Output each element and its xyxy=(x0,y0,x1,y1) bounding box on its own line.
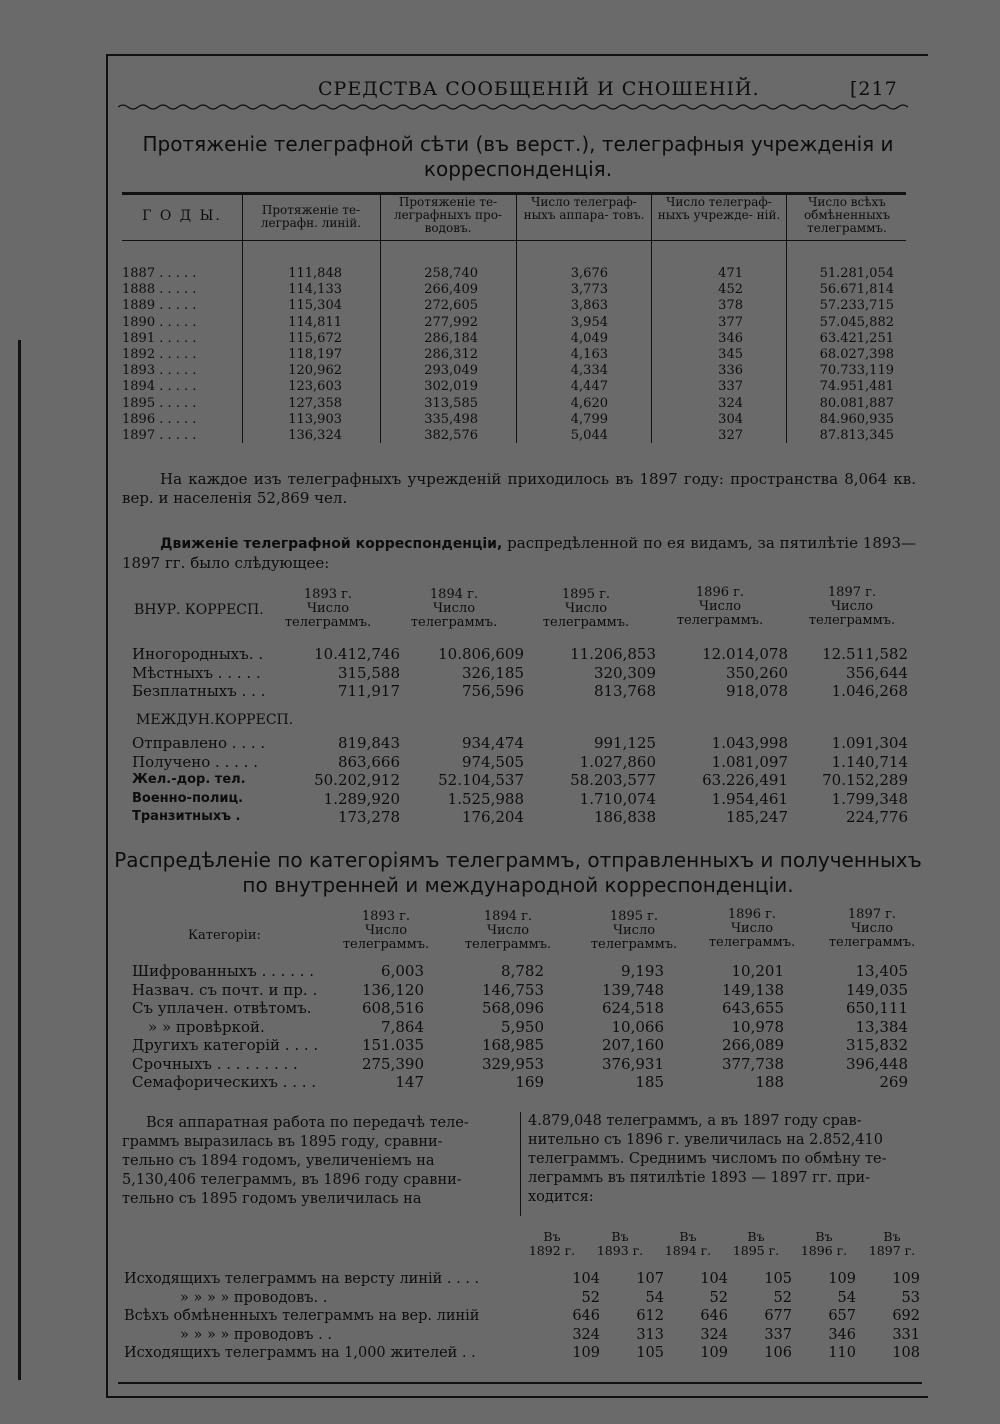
table-cell: 258,740 xyxy=(424,266,478,281)
header-line-length: Протяженіе те- леграфн. линій. xyxy=(260,203,362,230)
table-cell: 286,184 xyxy=(424,330,478,346)
wavy-rule xyxy=(118,102,908,112)
table-cell: 302,019 xyxy=(424,379,478,395)
header-offices: Число телеграф- ныхъ учрежде- ній. xyxy=(657,195,781,222)
group1-table xyxy=(132,645,908,701)
year-head: Въ 1892 г. xyxy=(528,1229,576,1258)
section1-title xyxy=(108,132,928,182)
table-row: Назвач. съ почт. и пр. . 136,120 146,753 139,748 149,138 149,035 xyxy=(132,980,908,999)
table-cell: 382,576 xyxy=(424,428,478,444)
year-cell: 1889 . . . . . xyxy=(122,298,197,314)
table-cell: 4,163 xyxy=(570,347,608,363)
year-cell: 1894 . . . . . xyxy=(122,379,197,395)
table-cell: 277,992 xyxy=(424,314,478,330)
page-number: [217 xyxy=(850,78,898,100)
table-top-rule xyxy=(122,192,906,195)
table-row: Шифрованныхъ . . . . . . 6,003 8,782 9,193 10,201 13,405 xyxy=(132,962,908,981)
table-cell: 63.421,251 xyxy=(819,330,894,346)
table-cell: 266,409 xyxy=(424,282,478,298)
table-cell: 4,049 xyxy=(570,330,608,346)
table-row: Исходящихъ телеграммъ на версту линій . . . . 104 107 104 105 109 109 xyxy=(124,1271,920,1288)
header-wire-length: Протяженіе те- леграфныхъ про- водовъ. xyxy=(394,195,502,235)
year-head: 1894 г. Число телеграммъ. xyxy=(464,909,552,952)
column-divider xyxy=(520,1112,521,1216)
table-cell: 377 xyxy=(718,314,743,330)
apparatus-column xyxy=(520,266,608,444)
year-cell: 1893 . . . . . xyxy=(122,363,197,379)
table-cell: 114,811 xyxy=(288,314,342,330)
table-cell: 378 xyxy=(718,298,743,314)
col-divider xyxy=(380,195,381,443)
page xyxy=(106,54,928,1398)
table-cell: 70.733,119 xyxy=(819,363,894,379)
table-cell: 114,133 xyxy=(288,282,342,298)
table-row: Другихъ категорій . . . . 151.035 168,985 207,160 266,089 315,832 xyxy=(132,1036,908,1055)
table-cell: 452 xyxy=(718,282,743,298)
col-divider xyxy=(786,195,787,443)
table-row: » » » » проводовъ . . 324 313 324 337 346 331 xyxy=(180,1326,920,1343)
year-cell: 1896 . . . . . xyxy=(122,411,197,427)
year-cell: 1897 . . . . . xyxy=(122,428,197,444)
table-cell: 84.960,935 xyxy=(819,411,894,427)
year-head: 1893 г. Число телеграммъ. xyxy=(342,909,430,952)
table-row: Семафорическихъ . . . . 147 169 185 188 269 xyxy=(132,1073,908,1092)
table-cell: 123,603 xyxy=(288,379,342,395)
section1-title-line2: корреспонденція. xyxy=(423,157,613,181)
table-row: Срочныхъ . . . . . . . . . 275,390 329,953 376,931 377,738 396,448 xyxy=(132,1054,908,1073)
section4-right-text: 4.879,048 телеграммъ, а въ 1897 году срав- нительно съ 1896 г. увеличилась на 2.852,410 телеграммъ. Среднимъ числомъ по обмѣну те- леграммъ въ пятилѣтіе 1893 — 1897 гг. при- ходится: xyxy=(528,1113,887,1205)
scan-edge-line xyxy=(18,340,21,1380)
year-head: Въ 1895 г. xyxy=(732,1229,780,1258)
table-cell: 57.233,715 xyxy=(819,298,894,314)
table-cell: 3,676 xyxy=(570,266,608,281)
table-cell: 127,358 xyxy=(288,395,342,411)
categories-table xyxy=(132,962,908,1092)
table-cell: 136,324 xyxy=(288,428,342,444)
bottom-rule xyxy=(118,1382,922,1384)
table-cell: 5,044 xyxy=(570,428,608,444)
table-row: Отправлено . . . . 819,843 934,474 991,125 1.043,998 1.091,304 xyxy=(132,734,908,753)
year-cell: 1891 . . . . . xyxy=(122,330,197,346)
table-cell: 4,447 xyxy=(570,379,608,395)
table-cell: 471 xyxy=(718,266,743,281)
table-cell: 68.027,398 xyxy=(819,347,894,363)
table-row: Съ уплачен. отвѣтомъ. 608,516 568,096 624,518 643,655 650,111 xyxy=(132,999,908,1018)
table-cell: 113,903 xyxy=(288,411,342,427)
telegrams-column xyxy=(790,266,894,444)
table-cell: 57.045,882 xyxy=(819,314,894,330)
wire-length-column xyxy=(384,266,478,444)
table-cell: 346 xyxy=(718,330,743,346)
table-cell: 115,304 xyxy=(288,298,342,314)
group1-label: ВНУР. КОРРЕСП. xyxy=(134,602,264,618)
table-row: Мѣстныхъ . . . . . 315,588 326,185 320,309 350,260 356,644 xyxy=(132,663,908,682)
table-cell: 304 xyxy=(718,411,743,427)
col-divider xyxy=(516,195,517,443)
table-cell: 3,863 xyxy=(570,298,608,314)
year-head: 1895 г. Число телеграммъ. xyxy=(590,909,678,952)
table-cell: 345 xyxy=(718,347,743,363)
category-label: Категоріи: xyxy=(188,928,261,943)
table-row: » » провѣркой. 7,864 5,950 10,066 10,978 13,384 xyxy=(148,1017,908,1036)
header-years: Г О Д Ы. xyxy=(142,208,222,224)
section1-title-line1: Протяженіе телеграфной сѣти (въ верст.), телеграфныя учрежденія и xyxy=(142,132,894,156)
table-cell: 4,334 xyxy=(570,363,608,379)
header-apparatus: Число телеграф- ныхъ аппара- товъ. xyxy=(523,195,645,222)
col-divider xyxy=(242,195,243,443)
table-row: Всѣхъ обмѣненныхъ телеграммъ на вер. линій 646 612 646 677 657 692 xyxy=(124,1308,920,1325)
year-head: 1895 г. Число телеграммъ. xyxy=(542,587,630,630)
header-telegrams: Число всѣхъ обмѣненныхъ телеграммъ. xyxy=(803,195,891,235)
table-cell: 118,197 xyxy=(288,347,342,363)
year-head: 1896 г. Число телеграммъ. xyxy=(708,907,796,950)
table-cell: 286,312 xyxy=(424,347,478,363)
col-divider xyxy=(651,195,652,443)
table-cell: 336 xyxy=(718,363,743,379)
table-cell: 293,049 xyxy=(424,363,478,379)
section2-intro xyxy=(122,534,916,573)
table-row: Исходящихъ телеграммъ на 1,000 жителей . . 109 105 109 106 110 108 xyxy=(124,1345,920,1362)
table-cell: 4,799 xyxy=(570,411,608,427)
line-length-column xyxy=(246,266,342,444)
table-cell: 80.081,887 xyxy=(819,395,894,411)
year-head: 1897 г. Число телеграммъ. xyxy=(808,585,896,628)
year-head: 1894 г. Число телеграммъ. xyxy=(410,587,498,630)
section3-title-line2: по внутренней и международной корреспонденціи. xyxy=(242,873,794,897)
section3-title xyxy=(108,848,928,898)
year-head: 1893 г. Число телеграммъ. xyxy=(284,587,372,630)
table-cell: 337 xyxy=(718,379,743,395)
section3-title-line1: Распредѣленіе по категоріямъ телеграммъ, отправленныхъ и полученныхъ xyxy=(114,848,922,872)
table-cell: 335,498 xyxy=(424,411,478,427)
table-cell: 3,954 xyxy=(570,314,608,330)
section2-intro-bold: Движеніе телеграфной корреспонденціи, xyxy=(160,536,503,552)
table-cell: 74.951,481 xyxy=(819,379,894,395)
year-head: 1896 г. Число телеграммъ. xyxy=(676,585,764,628)
year-cell: 1895 . . . . . xyxy=(122,395,197,411)
table-cell: 111,848 xyxy=(288,266,342,281)
table-row: Иногородныхъ. . 10.412,746 10.806,609 11.206,853 12.014,078 12.511,582 xyxy=(132,645,908,664)
table-cell: 272,605 xyxy=(424,298,478,314)
table-cell: 313,585 xyxy=(424,395,478,411)
offices-column xyxy=(655,266,743,444)
group2-label: МЕЖДУН.КОРРЕСП. xyxy=(136,712,294,728)
year-cell: 1892 . . . . . xyxy=(122,347,197,363)
table-row: Безплатныхъ . . . 711,917 756,596 813,768 918,078 1.046,268 xyxy=(132,682,908,701)
year-head: Въ 1894 г. xyxy=(664,1229,712,1258)
year-cell: 1888 . . . . . xyxy=(122,282,197,298)
table-cell: 120,962 xyxy=(288,363,342,379)
table-row: Жел.-дор. тел. 50.202,912 52.104,537 58.203,577 63.226,491 70.152,289 xyxy=(132,771,908,790)
year-head: 1897 г. Число телеграммъ. xyxy=(828,907,916,950)
table-cell: 115,672 xyxy=(288,330,342,346)
year-cell: 1890 . . . . . xyxy=(122,314,197,330)
years-column xyxy=(122,266,196,444)
table-cell: 327 xyxy=(718,428,743,444)
year-head: Въ 1897 г. xyxy=(868,1229,916,1258)
table-cell: 87.813,345 xyxy=(819,428,894,444)
table-row: Военно-полиц. 1.289,920 1.525,988 1.710,074 1.954,461 1.799,348 xyxy=(132,789,908,808)
averages-table xyxy=(124,1270,920,1363)
section4-left-text: Вся аппаратная работа по передачѣ теле- граммъ выразилась въ 1895 году, сравни- тельно съ 1894 годомъ, увеличеніемъ на 5,130,406 телеграммъ, въ 1896 году сравни- тельно съ 1895 годомъ увеличилась на xyxy=(122,1115,469,1207)
table-row: » » » » проводовъ. . 52 54 52 52 54 53 xyxy=(180,1289,920,1306)
table-header-rule xyxy=(122,240,906,241)
table-cell: 51.281,054 xyxy=(819,266,894,281)
year-cell: 1887 . . . . . xyxy=(122,266,197,281)
table-cell: 56.671,814 xyxy=(819,282,894,298)
year-head: Въ 1896 г. xyxy=(800,1229,848,1258)
table-cell: 4,620 xyxy=(570,395,608,411)
year-head: Въ 1893 г. xyxy=(596,1229,644,1258)
table-cell: 3,773 xyxy=(570,282,608,298)
table-row: Транзитныхъ . 173,278 176,204 186,838 185,247 224,776 xyxy=(132,808,908,827)
section1-note: На каждое изъ телеграфныхъ учрежденій приходилось въ 1897 году: пространства 8,064 кв. вер. и населенія 52,869 чел. xyxy=(122,470,916,507)
running-head-title: СРЕДСТВА СООБЩЕНІЙ И СНОШЕНІЙ. xyxy=(318,78,760,100)
table-row: Получено . . . . . 863,666 974,505 1.027,860 1.081,097 1.140,714 xyxy=(132,752,908,771)
table-cell: 324 xyxy=(718,395,743,411)
group2-table xyxy=(132,734,908,827)
section2-intro-rest: распредѣленной по ея видамъ, за пятилѣтіе 1893—1897 гг. было слѣдующее: xyxy=(122,534,916,572)
